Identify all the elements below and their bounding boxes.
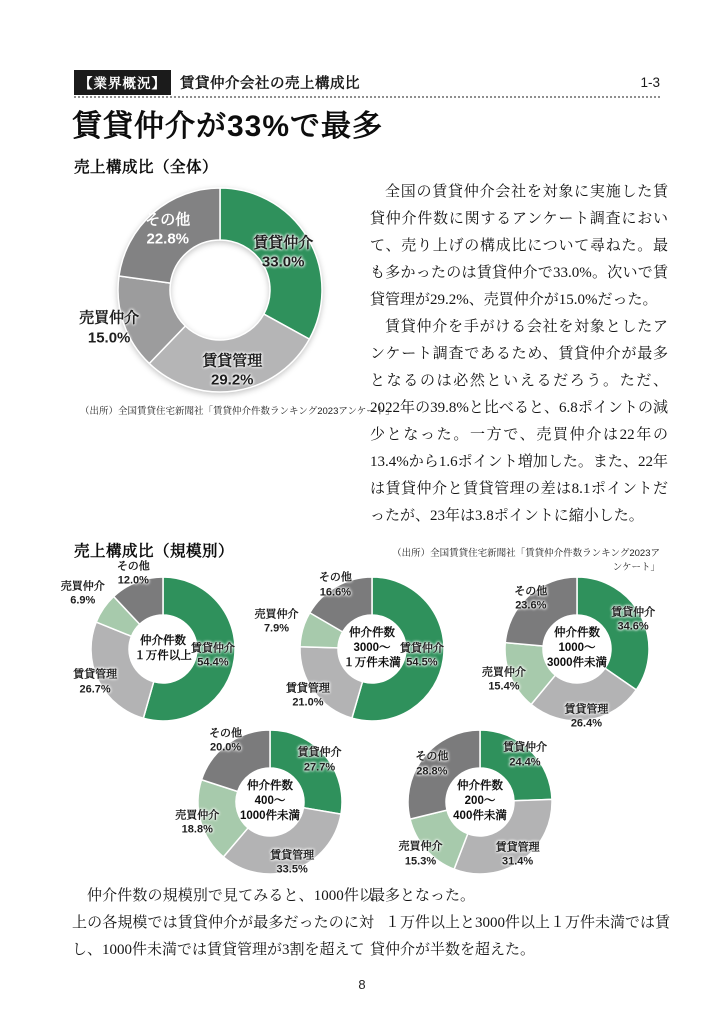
slice-label: 賃貸仲介 54.4% (190, 642, 235, 669)
chart-center-label: 仲介件数 1000〜 3000件未満 (546, 627, 608, 670)
page-number: 8 (358, 977, 366, 992)
donut-chart-400-to-1000 (170, 722, 370, 890)
slice-label: 売買仲介 18.8% (175, 809, 220, 836)
slice-label: 賃貸仲介 27.7% (297, 746, 342, 774)
slice-label: その他 12.0% (116, 560, 150, 588)
slice-label: 賃貸管理 21.0% (285, 682, 330, 709)
body-paragraph: 賃貸仲介を手がける会社を対象としたアンケート調査であるため、賃貸仲介が最多となるのは必然といえるだろう。ただ、2022年の39.8%と比べると、6.8ポイントの減少となった。一方で、売買仲介は22年の13.4%から1.6ポイント増加した。また、22年は賃貸仲介と賃貸管理の差は8.1ポイントだったが、23年は3.8ポイントに縮小した。 (370, 319, 668, 524)
body-paragraph: 全国の賃貸仲介会社を対象に実施した賃貸仲介件数に関するアンケート調査において、売り上げの構成比について尋ねた。最も多かったのは賃貸仲介で33.0%。次いで賃貸管理が29.2%、売買仲介が15.0%だった。 (370, 184, 668, 308)
donut-chart-3000-to-10000 (254, 569, 472, 737)
slice-label: 賃貸管理 31.4% (495, 841, 540, 868)
donut-chart-over-10000 (60, 560, 263, 737)
chart-center-label: 仲介件数 400〜 1000件未満 (239, 780, 301, 823)
slice-label: その他 23.6% (514, 585, 548, 612)
slice-label: その他 22.8% (145, 211, 191, 248)
page-header (74, 70, 660, 95)
source-note-scale: （出所）全国賃貸住宅新聞社「賃貸仲介件数ランキング2023アンケート」 (392, 548, 660, 573)
chart-center-label: 仲介件数 200〜 400件未満 (453, 780, 507, 823)
overall-section-heading: 売上構成比（全体） (74, 159, 219, 176)
slice-label: 売買仲介 6.9% (60, 580, 105, 608)
chart-center-label: 仲介件数 3000〜 １万件未満 (343, 627, 401, 670)
slice-label: 賃貸仲介 24.4% (502, 742, 547, 769)
page-ref: 1-3 (640, 75, 660, 90)
slice-label: 売買仲介 15.0% (79, 309, 140, 347)
chart-center-label: 仲介件数 １万件以上 (134, 634, 192, 662)
body-text-column (370, 179, 668, 530)
slice-label: 売買仲介 7.9% (254, 608, 299, 635)
slice-label: その他 16.6% (318, 572, 352, 599)
slice-label: 売買仲介 15.3% (398, 841, 443, 868)
body-paragraph: 最多となった。 (370, 888, 476, 904)
donut-chart-200-to-400 (380, 722, 580, 890)
bottom-text-left (72, 883, 374, 964)
body-paragraph: １万件以上と3000件以上１万件未満では賃貸仲介が半数を超えた。 (370, 915, 671, 958)
scale-section-heading: 売上構成比（規模別） (74, 543, 235, 560)
slice-label: 賃貸管理 26.7% (73, 668, 118, 696)
slice-label: 賃貸管理 33.5% (270, 849, 315, 876)
body-paragraph: 仲介件数の規模別で見てみると、1000件以上の各規模では賃貸仲介が最多だったのに対し、1000件未満では賃貸管理が3割を超えて (72, 888, 374, 958)
slice-label: その他 28.8% (415, 750, 449, 778)
bottom-text-right (370, 883, 670, 964)
slice-label: 賃貸仲介 54.5% (399, 642, 444, 670)
slice-label: 売買仲介 15.4% (481, 666, 526, 693)
header-title: 賃貸仲介会社の売上構成比 (180, 76, 360, 92)
donut-chart-overall (62, 180, 382, 400)
donut-chart-1000-to-3000 (477, 569, 677, 737)
page-title: 賃貸仲介が33%で最多 (72, 110, 384, 143)
slice-label: 賃貸仲介 34.6% (611, 606, 656, 633)
slice-label: 賃貸管理 29.2% (202, 352, 263, 389)
dotted-divider (74, 96, 660, 98)
slice-label: その他 20.0% (209, 727, 243, 754)
slice-label: 賃貸管理 26.4% (564, 703, 609, 730)
source-note-overall: （出所）全国賃貸住宅新聞社「賃貸仲介件数ランキング2023アンケート」 (80, 406, 395, 417)
slice-label: 賃貸仲介 33.0% (253, 234, 314, 271)
section-badge: 【業界概況】 (74, 70, 171, 95)
